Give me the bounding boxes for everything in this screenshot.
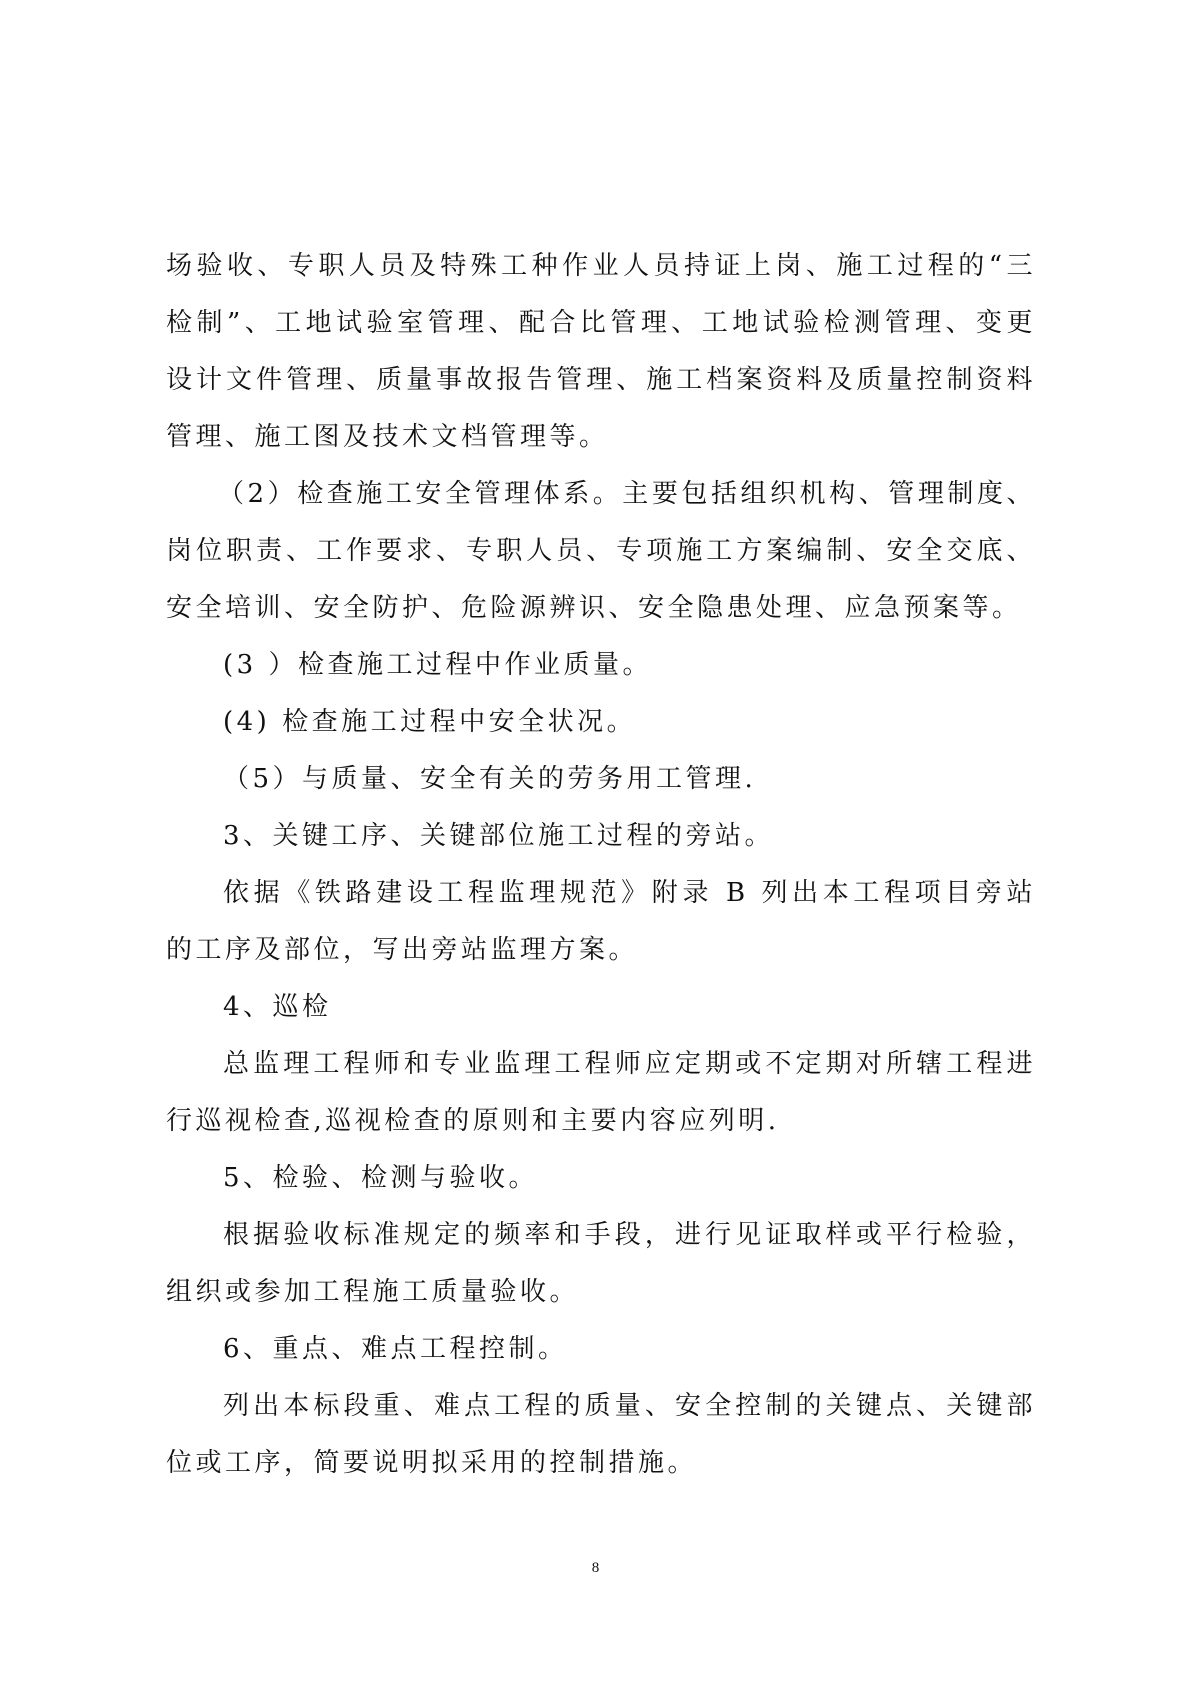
paragraph-section-4: 总监理工程师和专业监理工程师应定期或不定期对所辖工程进行巡视检查,巡视检查的原则和主要内容应列明. xyxy=(166,1049,1036,1136)
heading-section-6: 6、重点、难点工程控制。 xyxy=(223,1334,568,1364)
paragraph-item-4: (4) 检查施工过程中安全状况。 xyxy=(223,707,637,737)
paragraph-section-5: 根据验收标准规定的频率和手段，进行见证取样或平行检验，组织或参加工程施工质量验收。 xyxy=(166,1220,1036,1307)
heading-section-5: 5、检验、检测与验收。 xyxy=(223,1163,539,1193)
heading-section-4: 4、巡检 xyxy=(223,992,332,1022)
body-text xyxy=(166,238,1036,1492)
paragraph-item-3: (3 ）检查施工过程中作业质量。 xyxy=(223,650,652,680)
page-number: 8 xyxy=(591,1560,600,1576)
paragraph-section-6: 列出本标段重、难点工程的质量、安全控制的关键点、关键部位或工序，简要说明拟采用的控制措施。 xyxy=(166,1391,1036,1478)
paragraph-item-5: （5）与质量、安全有关的劳务用工管理. xyxy=(223,764,757,794)
paragraph-safety-system: （2）检查施工安全管理体系。主要包括组织机构、管理制度、岗位职责、工作要求、专职人员、专项施工方案编制、安全交底、安全培训、安全防护、危险源辨识、安全隐患处理、应急预案等。 xyxy=(166,479,1036,623)
heading-section-3: 3、关键工序、关键部位施工过程的旁站。 xyxy=(223,821,775,851)
paragraph-section-3: 依据《铁路建设工程监理规范》附录 B 列出本工程项目旁站的工序及部位，写出旁站监理方案。 xyxy=(166,878,1036,965)
paragraph-continued: 场验收、专职人员及特殊工种作业人员持证上岗、施工过程的“三检制”、工地试验室管理、配合比管理、工地试验检测管理、变更设计文件管理、质量事故报告管理、施工档案资料及质量控制资料管理、施工图及技术文档管理等。 xyxy=(166,251,1036,452)
